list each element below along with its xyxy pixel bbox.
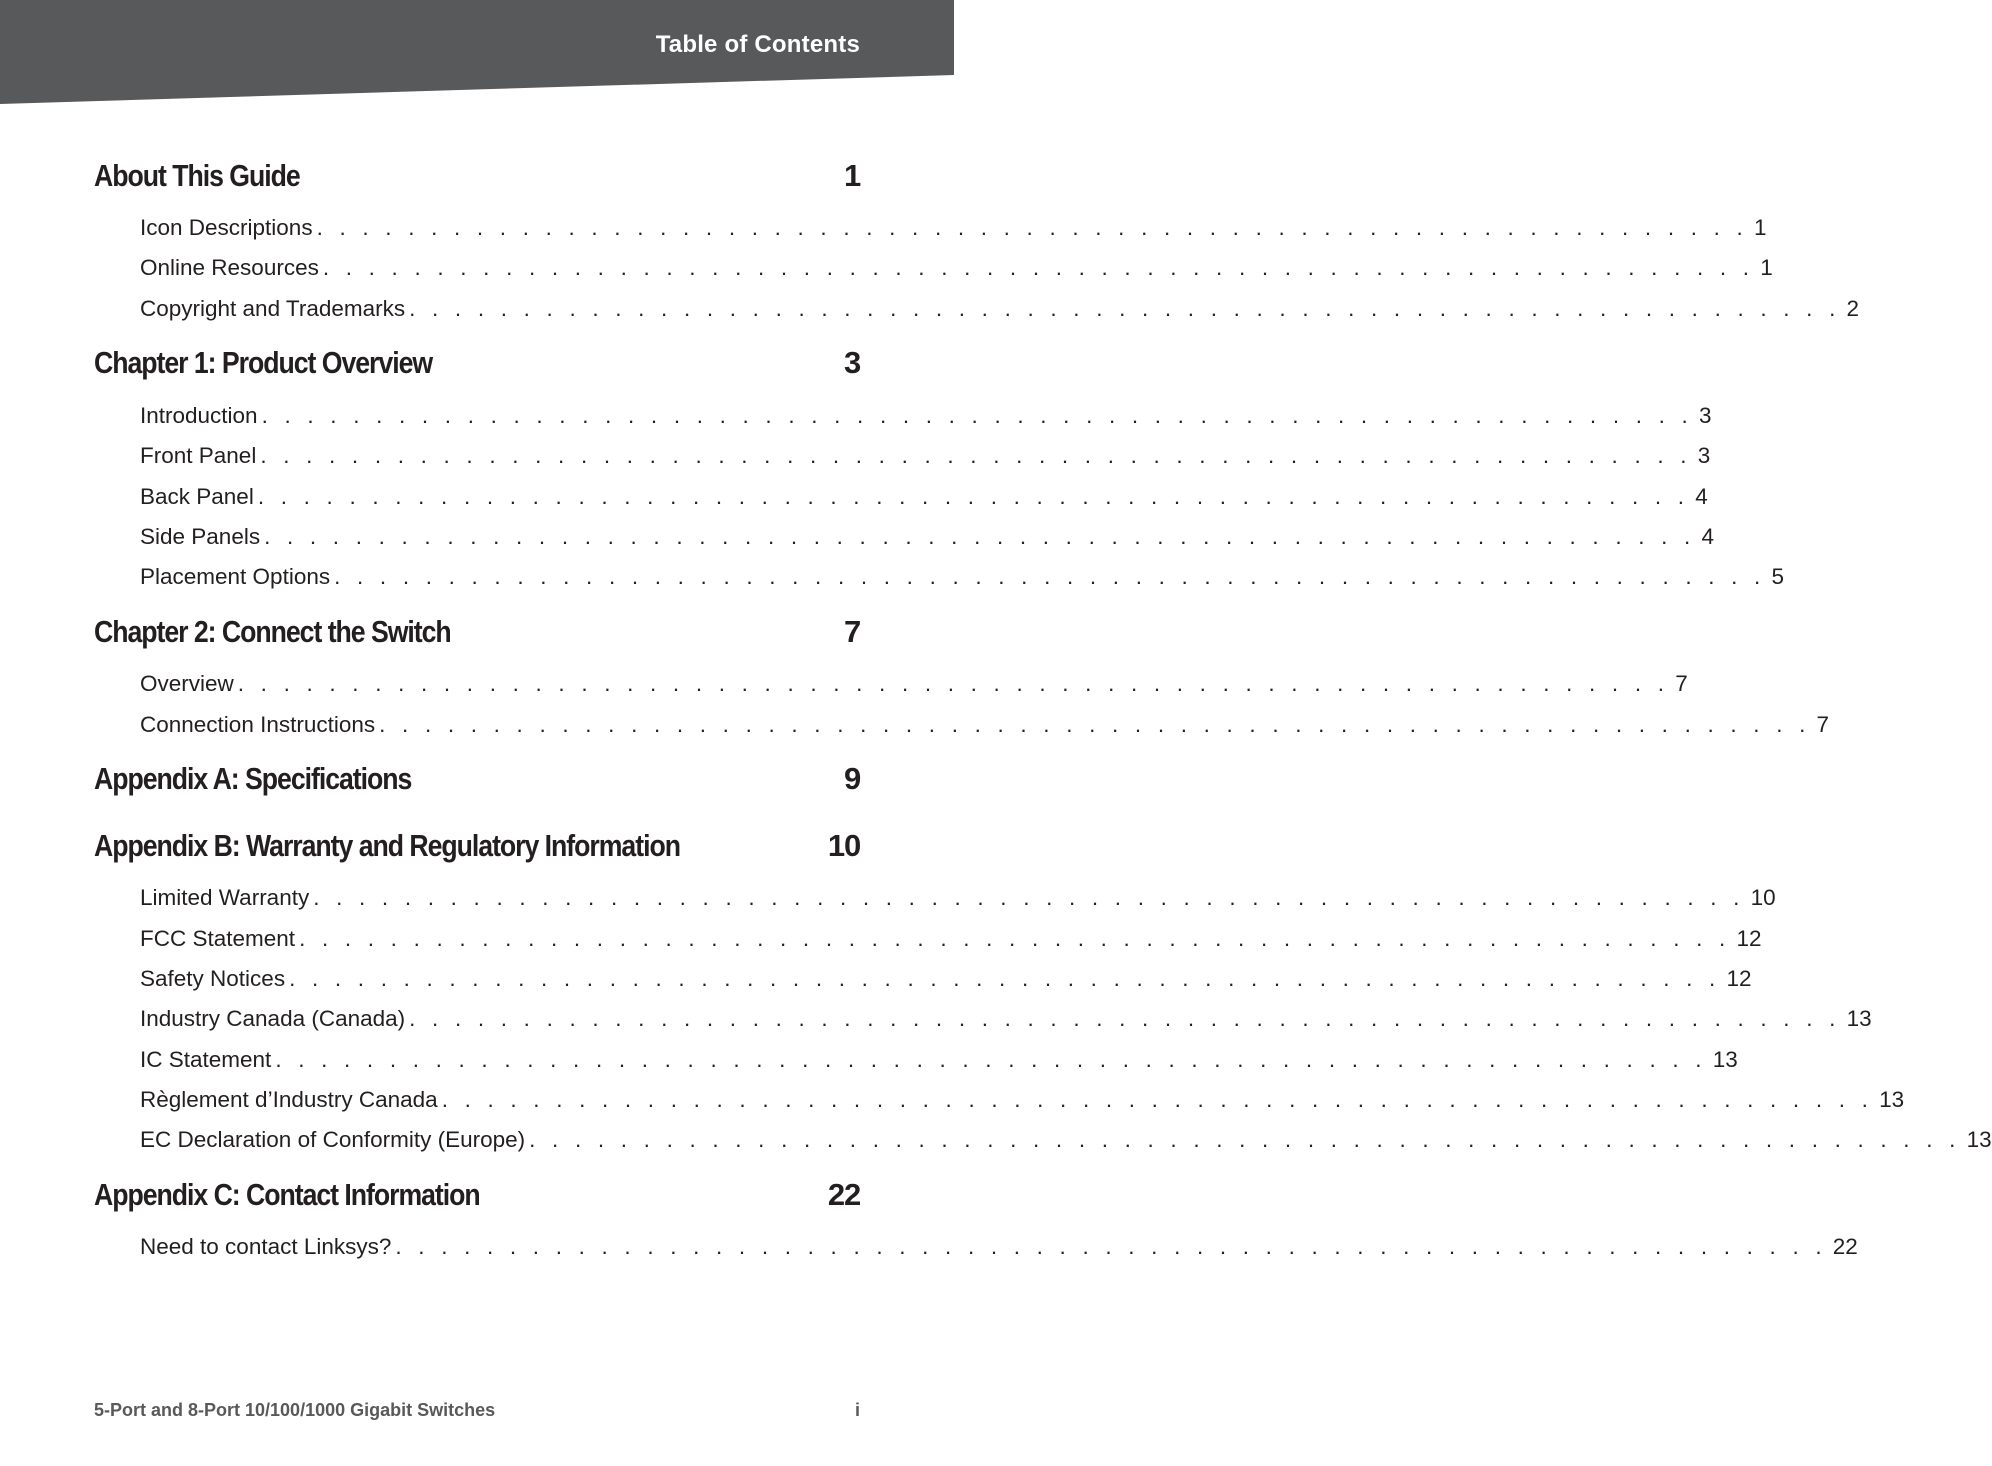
- toc-dot-leader: . . . . . . . . . . . . . . . . . . . . . . . . . . . . . . . . . . . . . . . . . . . . . . . . . . . . . . . . . . . . . . .: [379, 712, 1811, 737]
- toc-entry-page: 1: [1753, 215, 1767, 240]
- toc-entry[interactable]: [140, 403, 1712, 433]
- toc-dot-leader: . . . . . . . . . . . . . . . . . . . . . . . . . . . . . . . . . . . . . . . . . . . . . . . . . . . . . . . . . . . . . . .: [409, 1006, 1841, 1031]
- toc-entry-page: 5: [1771, 564, 1785, 589]
- toc-entry[interactable]: [140, 524, 1715, 554]
- toc-entry-label: Online Resources: [140, 255, 319, 280]
- toc-chapter-title: Appendix B: Warranty and Regulatory Information: [94, 828, 680, 863]
- toc-chapter-page: 9: [843, 761, 860, 796]
- footer-product-name: 5-Port and 8-Port 10/100/1000 Gigabit Switches: [94, 1400, 496, 1420]
- toc-entry-label: Copyright and Trademarks: [140, 296, 406, 321]
- toc-dot-leader: . . . . . . . . . . . . . . . . . . . . . . . . . . . . . . . . . . . . . . . . . . . . . . . . . . . . . . . . . . . . . . .: [275, 1047, 1707, 1072]
- toc-dot-leader: . . . . . . . . . . . . . . . . . . . . . . . . . . . . . . . . . . . . . . . . . . . . . . . . . . . . . . . . . . . . . . .: [395, 1234, 1827, 1259]
- toc-entry-label: Safety Notices: [140, 966, 286, 991]
- toc-dot-leader: . . . . . . . . . . . . . . . . . . . . . . . . . . . . . . . . . . . . . . . . . . . . . . . . . . . . . . . . . . . . . . .: [261, 403, 1693, 428]
- toc-entry-page: 13: [1966, 1127, 1992, 1152]
- toc-chapter[interactable]: [94, 761, 860, 801]
- toc-entry[interactable]: [140, 564, 1785, 594]
- toc-entry-page: 7: [1816, 712, 1830, 737]
- toc-entry-page: 13: [1712, 1047, 1738, 1072]
- toc-chapter-page: 7: [843, 614, 860, 649]
- toc-entry-label: Introduction: [140, 403, 258, 428]
- toc-entry-page: 7: [1675, 671, 1688, 696]
- toc-entry-label: IC Statement: [140, 1047, 272, 1072]
- toc-entry-page: 12: [1726, 966, 1752, 991]
- toc-dot-leader: . . . . . . . . . . . . . . . . . . . . . . . . . . . . . . . . . . . . . . . . . . . . . . . . . . . . . . . . . . . . . . .: [441, 1087, 1874, 1112]
- toc-entry[interactable]: [140, 296, 1860, 326]
- toc-dot-leader: . . . . . . . . . . . . . . . . . . . . . . . . . . . . . . . . . . . . . . . . . . . . . . . . . . . . . . . . . . . . . . .: [322, 255, 1755, 280]
- toc-chapter-title: Appendix C: Contact Information: [94, 1177, 480, 1212]
- toc-chapter-page: 22: [827, 1177, 860, 1212]
- toc-entry[interactable]: [140, 671, 1688, 701]
- toc-entry-page: 13: [1879, 1087, 1905, 1112]
- toc-entry-label: Icon Descriptions: [140, 215, 313, 240]
- toc-chapter[interactable]: [94, 1177, 860, 1217]
- toc-chapter-title: Appendix A: Specifications: [94, 761, 412, 796]
- toc-entry-label: Limited Warranty: [140, 885, 310, 910]
- toc-chapter[interactable]: [94, 345, 860, 385]
- toc-dot-leader: . . . . . . . . . . . . . . . . . . . . . . . . . . . . . . . . . . . . . . . . . . . . . . . . . . . . . . . . . . . . . . .: [313, 885, 1745, 910]
- toc-entry-page: 3: [1698, 403, 1712, 428]
- toc-entry-label: Règlement d’Industry Canada: [140, 1087, 438, 1112]
- toc-entry-label: EC Declaration of Conformity (Europe): [140, 1127, 526, 1152]
- toc-entry-page: 12: [1736, 926, 1762, 951]
- toc-entry[interactable]: [140, 443, 1711, 473]
- toc-entry-label: Back Panel: [140, 484, 254, 509]
- toc-dot-leader: . . . . . . . . . . . . . . . . . . . . . . . . . . . . . . . . . . . . . . . . . . . . . . . . . . . . . . . . . . . . . . .: [409, 296, 1841, 321]
- toc-entry-label: Overview: [140, 671, 234, 696]
- toc-entry-page: 3: [1697, 443, 1711, 468]
- toc-entry[interactable]: [140, 1047, 1738, 1077]
- toc-entry[interactable]: [140, 1127, 1992, 1157]
- toc-entry-label: Connection Instructions: [140, 712, 376, 737]
- toc-dot-leader: . . . . . . . . . . . . . . . . . . . . . . . . . . . . . . . . . . . . . . . . . . . . . . . . . . . . . . . . . . . . . . .: [264, 524, 1696, 549]
- toc-entry-page: 4: [1695, 484, 1708, 509]
- toc-entry-label: Placement Options: [140, 564, 331, 589]
- toc-dot-leader: . . . . . . . . . . . . . . . . . . . . . . . . . . . . . . . . . . . . . . . . . . . . . . . . . . . . . . . . . . . . . . .: [299, 926, 1731, 951]
- toc-entry-page: 22: [1832, 1234, 1858, 1259]
- toc-dot-leader: . . . . . . . . . . . . . . . . . . . . . . . . . . . . . . . . . . . . . . . . . . . . . . . . . . . . . . . . . . . . . . .: [334, 564, 1766, 589]
- toc-chapter-page: 3: [843, 345, 860, 380]
- toc-dot-leader: . . . . . . . . . . . . . . . . . . . . . . . . . . . . . . . . . . . . . . . . . . . . . . . . . . . . . . . . . . . . . . .: [289, 966, 1721, 991]
- toc-entry-page: 1: [1760, 255, 1773, 280]
- toc-chapter-title: About This Guide: [94, 158, 300, 193]
- toc-entry-label: FCC Statement: [140, 926, 296, 951]
- page-header-title: Table of Contents: [655, 31, 860, 58]
- toc-chapter[interactable]: [94, 828, 860, 868]
- toc-dot-leader: . . . . . . . . . . . . . . . . . . . . . . . . . . . . . . . . . . . . . . . . . . . . . . . . . . . . . . . . . . . . . . .: [257, 484, 1690, 509]
- toc-entry[interactable]: [140, 885, 1776, 915]
- footer-page-number: i: [854, 1400, 860, 1420]
- toc-dot-leader: . . . . . . . . . . . . . . . . . . . . . . . . . . . . . . . . . . . . . . . . . . . . . . . . . . . . . . . . . . . . . . .: [316, 215, 1748, 240]
- toc-entry[interactable]: [140, 1006, 1872, 1036]
- toc-entry[interactable]: [140, 484, 1708, 514]
- toc-entry[interactable]: [140, 215, 1767, 245]
- toc-chapter-title: Chapter 1: Product Overview: [94, 345, 433, 380]
- toc-entry-page: 10: [1750, 885, 1776, 910]
- toc-entry[interactable]: [140, 1087, 1905, 1117]
- toc-dot-leader: . . . . . . . . . . . . . . . . . . . . . . . . . . . . . . . . . . . . . . . . . . . . . . . . . . . . . . . . . . . . . . .: [260, 443, 1692, 468]
- toc-chapter[interactable]: [94, 614, 860, 654]
- toc-dot-leader: . . . . . . . . . . . . . . . . . . . . . . . . . . . . . . . . . . . . . . . . . . . . . . . . . . . . . . . . . . . . . . .: [237, 671, 1670, 696]
- toc-entry-label: Industry Canada (Canada): [140, 1006, 406, 1031]
- toc-entry[interactable]: [140, 1234, 1858, 1264]
- toc-entry-label: Side Panels: [140, 524, 261, 549]
- toc-dot-leader: . . . . . . . . . . . . . . . . . . . . . . . . . . . . . . . . . . . . . . . . . . . . . . . . . . . . . . . . . . . . . . .: [529, 1127, 1961, 1152]
- toc-chapter[interactable]: [94, 158, 860, 198]
- toc-entry[interactable]: [140, 926, 1762, 956]
- toc-entry-page: 4: [1701, 524, 1715, 549]
- toc-chapter-page: 10: [827, 828, 860, 863]
- toc-entry-page: 13: [1846, 1006, 1872, 1031]
- toc-entry-label: Front Panel: [140, 443, 257, 468]
- toc-entry[interactable]: [140, 966, 1752, 996]
- toc-chapter-page: 1: [843, 158, 860, 193]
- toc-entry[interactable]: [140, 712, 1830, 742]
- toc-entry[interactable]: [140, 255, 1773, 285]
- toc-entry-page: 2: [1846, 296, 1860, 321]
- toc-entry-label: Need to contact Linksys?: [140, 1234, 392, 1259]
- toc-chapter-title: Chapter 2: Connect the Switch: [94, 614, 451, 649]
